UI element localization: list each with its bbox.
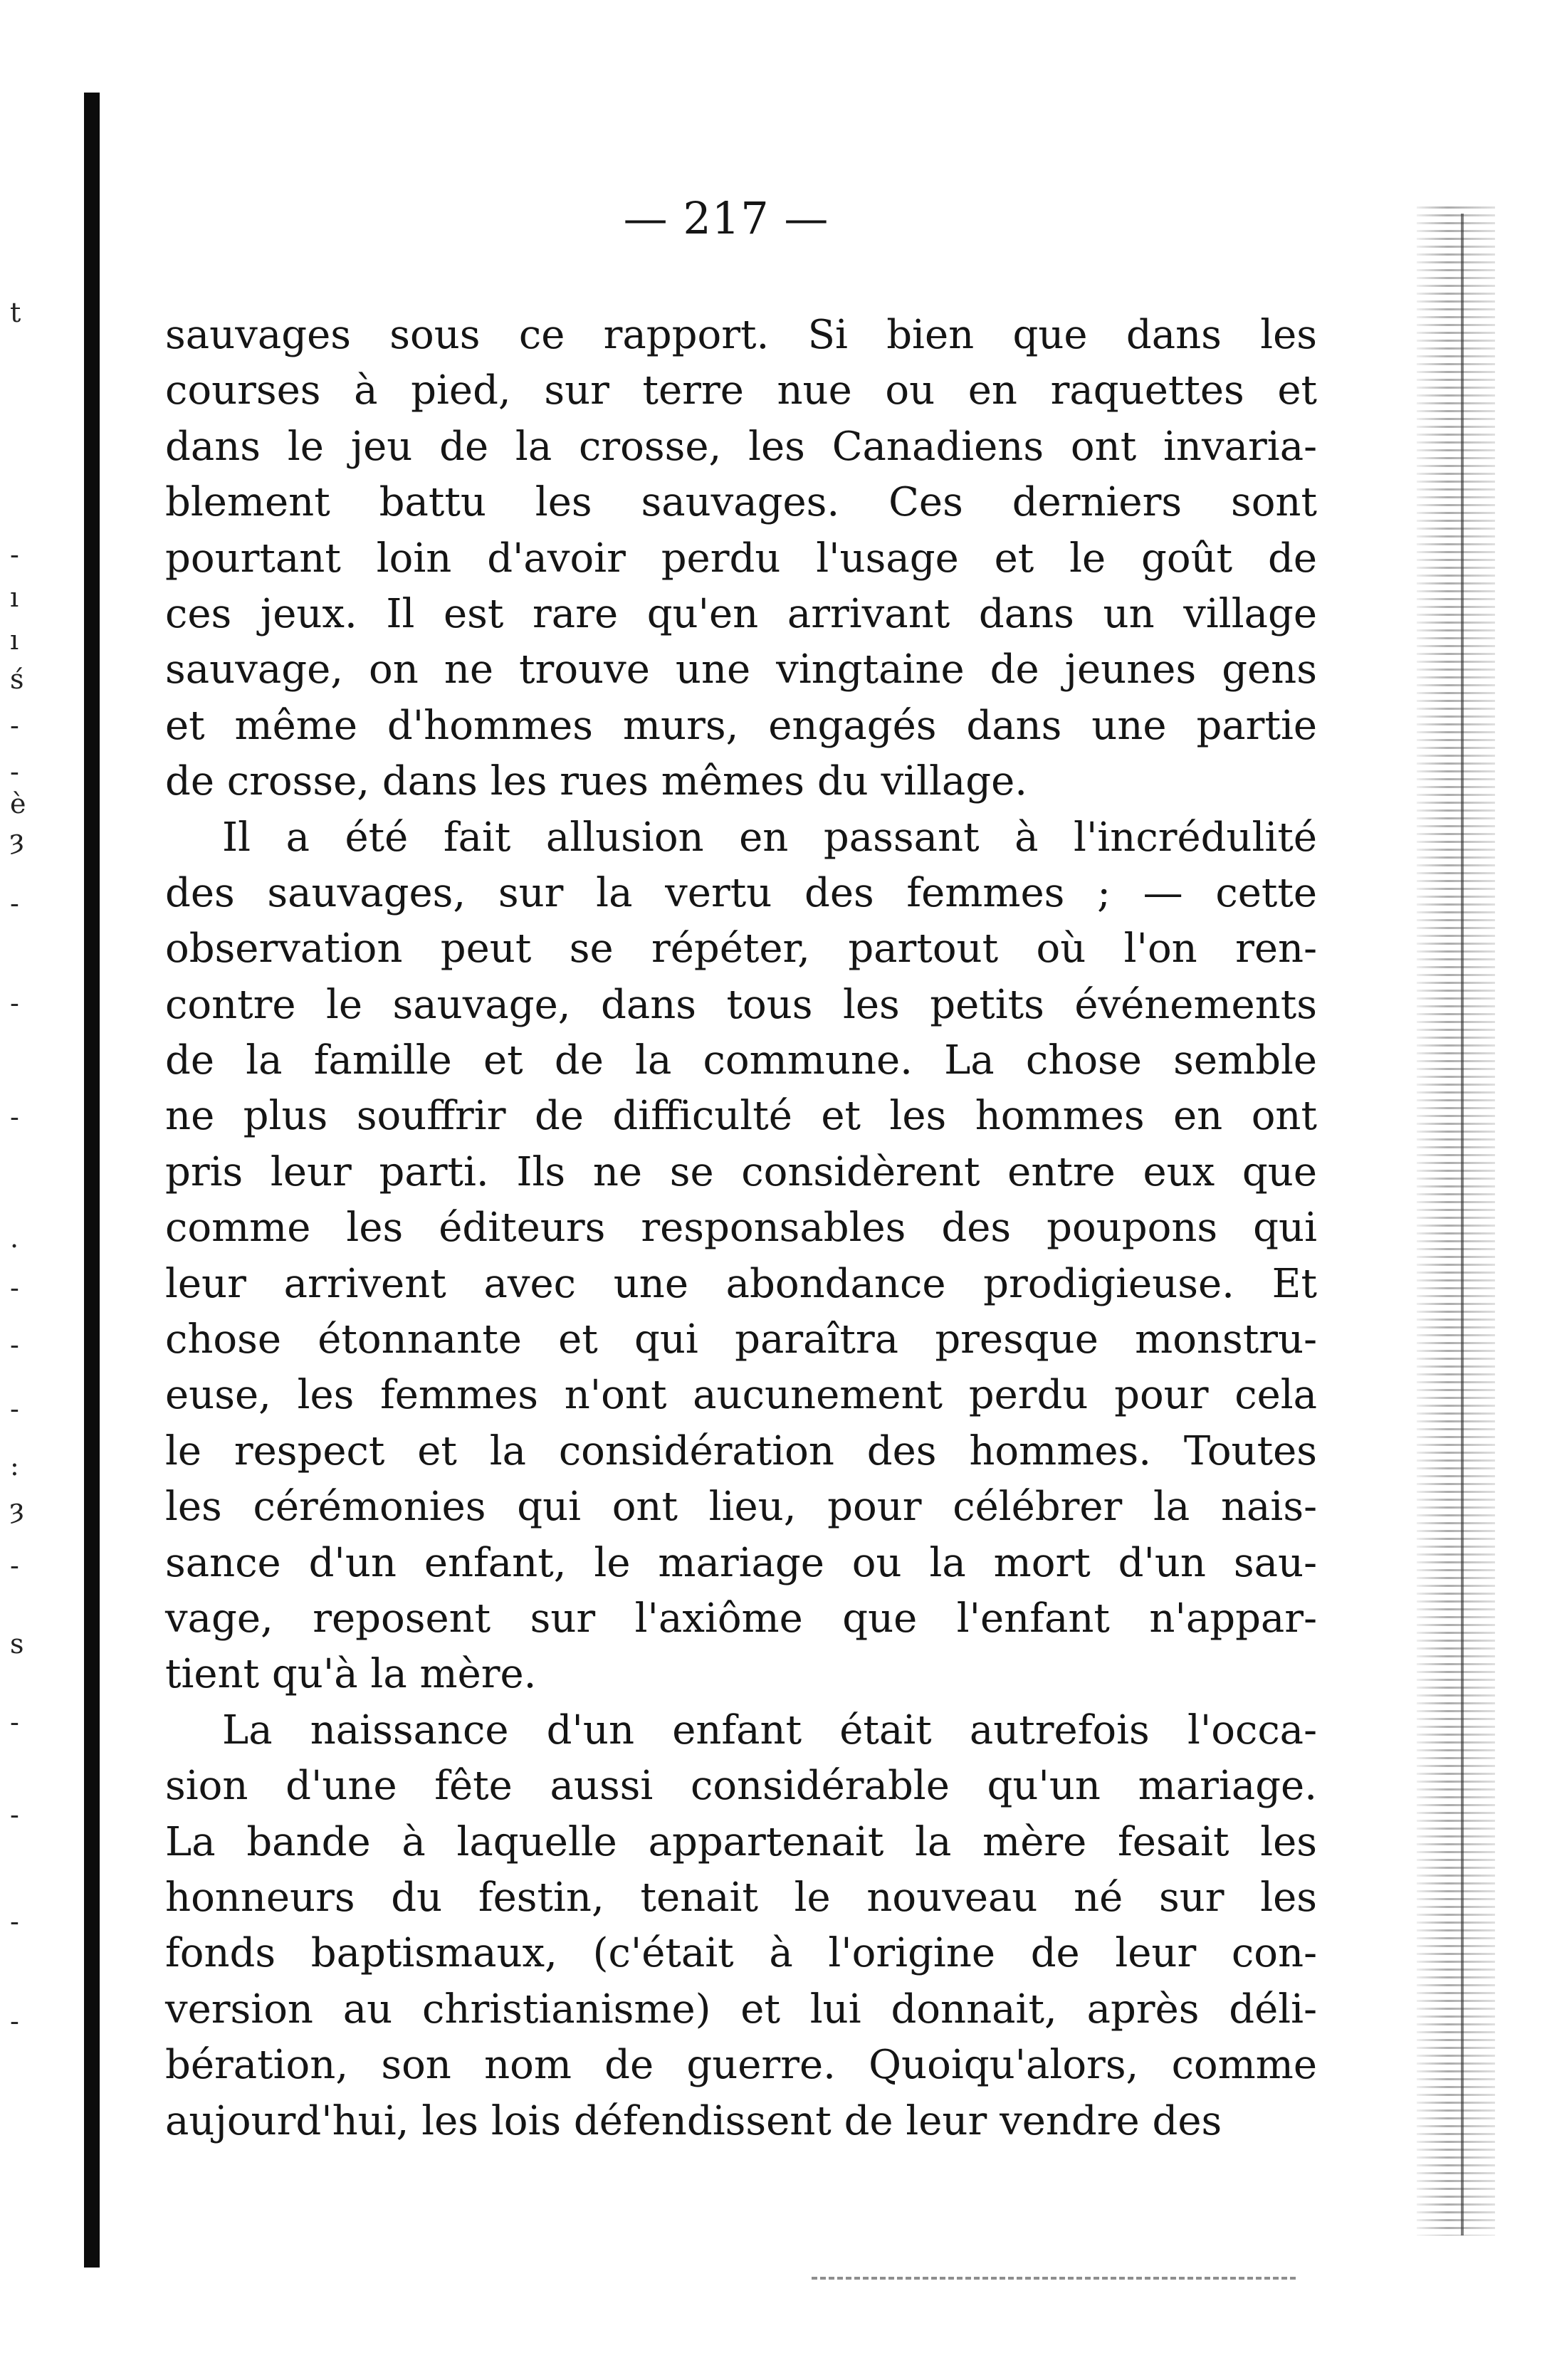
text-line: sauvage, on ne trouve une vingtaine de jeunes gens: [165, 646, 1317, 693]
text-line: leur arrivent avec une abondance prodigieuse. Et: [165, 1260, 1317, 1307]
text-line: pris leur parti. Ils ne se considèrent entre eux que: [165, 1148, 1317, 1195]
margin-mark: è: [10, 788, 26, 819]
margin-mark: -: [10, 1393, 19, 1425]
body-text: [165, 308, 1317, 2149]
page-edge-texture: [1417, 206, 1495, 2235]
margin-mark: .: [10, 1222, 19, 1254]
text-line: euse, les femmes n'ont aucunement perdu pour cela: [165, 1372, 1317, 1419]
page-number: — 217 —: [623, 192, 829, 244]
margin-bleed-marks: [0, 0, 78, 2380]
margin-mark: :: [10, 1450, 19, 1482]
margin-mark: -: [10, 1272, 19, 1304]
margin-mark: -: [10, 1707, 19, 1738]
text-line: fonds baptismaux, (c'était à l'origine de leur con-: [165, 1930, 1317, 1977]
margin-mark: ȝ: [10, 824, 24, 855]
text-line: Il a été fait allusion en passant à l'incrédulité: [222, 814, 1317, 861]
text-line: dans le jeu de la crosse, les Canadiens ont invaria-: [165, 423, 1317, 470]
text-line: courses à pied, sur terre nue ou en raquettes et: [165, 367, 1317, 414]
margin-mark: s: [10, 1628, 24, 1660]
margin-mark: -: [10, 1906, 19, 1937]
text-line: de la famille et de la commune. La chose semble: [165, 1037, 1317, 1084]
margin-mark: -: [10, 1101, 19, 1133]
text-line: observation peut se répéter, partout où l'on ren-: [165, 926, 1317, 973]
text-line: des sauvages, sur la vertu des femmes ; — cette: [165, 869, 1317, 916]
text-line: vage, reposent sur l'axiôme que l'enfant n'appar-: [165, 1595, 1317, 1642]
margin-mark: ı: [10, 582, 19, 613]
text-line: et même d'hommes murs, engagés dans une partie: [165, 702, 1317, 749]
margin-mark: -: [10, 539, 19, 570]
text-line: La naissance d'un enfant était autrefois l'occa-: [222, 1707, 1317, 1753]
margin-mark: ı: [10, 624, 19, 656]
margin-mark: -: [10, 1799, 19, 1830]
text-line: les cérémonies qui ont lieu, pour célébrer la nais-: [165, 1484, 1317, 1531]
text-line: le respect et la considération des hommes. Toutes: [165, 1427, 1317, 1474]
text-line: blement battu les sauvages. Ces derniers sont: [165, 479, 1317, 526]
margin-mark: -: [10, 1550, 19, 1581]
text-line: bération, son nom de guerre. Quoiqu'alors, comme: [165, 2042, 1317, 2089]
text-line: chose étonnante et qui paraîtra presque monstru-: [165, 1316, 1317, 1363]
text-line: tient qu'à la mère.: [165, 1651, 537, 1698]
text-line: comme les éditeurs responsables des poupons qui: [165, 1205, 1317, 1252]
text-line: pourtant loin d'avoir perdu l'usage et le goût de: [165, 535, 1317, 582]
text-line: ces jeux. Il est rare qu'en arrivant dans un village: [165, 590, 1317, 637]
margin-mark: -: [10, 2006, 19, 2037]
text-line: version au christianisme) et lui donnait, après déli-: [165, 1986, 1317, 2033]
margin-mark: -: [10, 987, 19, 1019]
page-edge-line: [1461, 214, 1464, 2235]
margin-mark: -: [10, 1329, 19, 1361]
text-line: de crosse, dans les rues mêmes du village.: [165, 758, 1028, 805]
margin-mark: -: [10, 756, 19, 787]
text-line: sance d'un enfant, le mariage ou la mort d'un sau-: [165, 1539, 1317, 1586]
text-line: ne plus souffrir de difficulté et les hommes en ont: [165, 1093, 1317, 1140]
text-line: contre le sauvage, dans tous les petits événements: [165, 981, 1317, 1028]
text-line: honneurs du festin, tenait le nouveau né sur les: [165, 1874, 1317, 1921]
margin-mark: -: [10, 888, 19, 919]
margin-mark: -: [10, 710, 19, 741]
margin-mark: ś: [10, 664, 24, 695]
text-line: aujourd'hui, les lois défendissent de leur vendre des: [165, 2097, 1222, 2144]
margin-mark: t: [10, 297, 21, 328]
bottom-rule: [812, 2277, 1296, 2280]
text-line: sauvages sous ce rapport. Si bien que dans les: [165, 312, 1317, 358]
text-line: La bande à laquelle appartenait la mère fesait les: [165, 1818, 1317, 1865]
margin-mark: ȝ: [10, 1493, 24, 1524]
binding-shadow: [84, 93, 100, 2268]
text-line: sion d'une fête aussi considérable qu'un mariage.: [165, 1763, 1317, 1810]
